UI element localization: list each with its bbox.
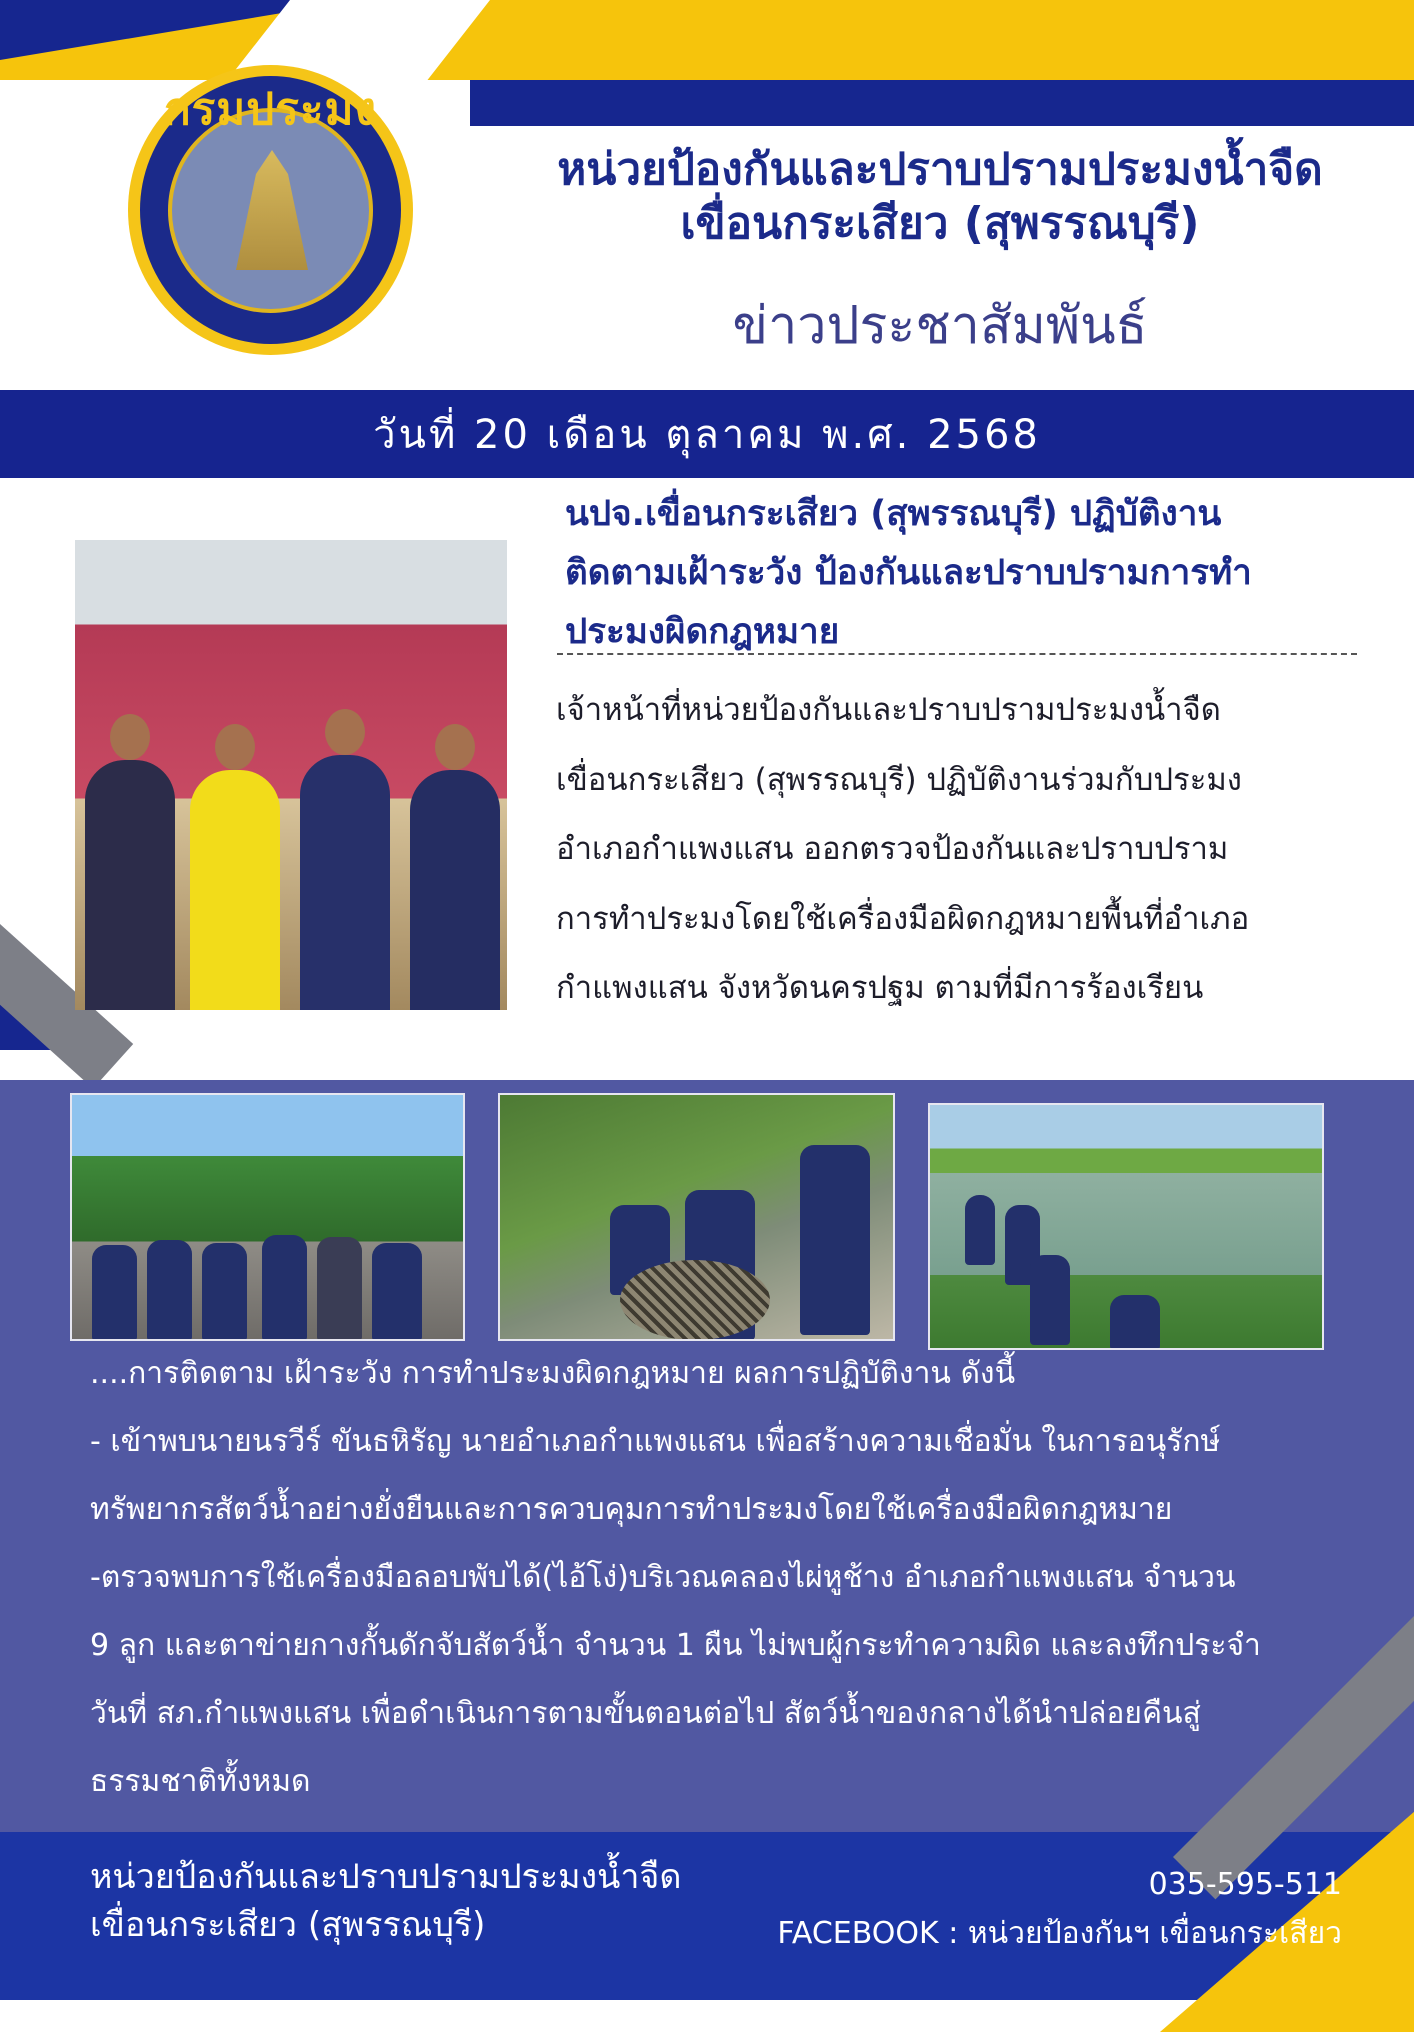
footer-phone: 035-595-511 [1148, 1867, 1342, 1902]
article-title-line: ประมงผิดกฎหมาย [565, 612, 840, 652]
results-line: ธรรมชาติทั้งหมด [90, 1764, 311, 1799]
org-title-line2: เขื่อนกระเสียว (สุพรรณบุรี) [680, 198, 1200, 249]
results-line: 9 ลูก และตาข่ายกางกั้นดักจับสัตว์น้ำ จำนวน 1 ผืน ไม่พบผู้กระทำความผิด และลงทึกประจำ [90, 1628, 1261, 1663]
results-text [90, 1340, 1340, 1816]
article-body-line: อำเภอกำแพงแสน ออกตรวจป้องกันและปราบปราม [556, 831, 1229, 867]
footer-org-line1: หน่วยป้องกันและปราบปรามประมงน้ำจืด [90, 1857, 682, 1897]
photo-fish-trap [620, 1260, 770, 1340]
photo-person-head [325, 709, 365, 755]
header-navy-band [470, 80, 1414, 126]
photo-person [317, 1237, 362, 1341]
news-label: ข่าวประชาสัมพันธ์ [732, 296, 1148, 356]
photo-person-head [110, 714, 150, 760]
photo-person [262, 1235, 307, 1341]
article-title [565, 485, 1355, 662]
photo-person [965, 1195, 995, 1265]
main-photo-officials [75, 540, 507, 1010]
article-body [556, 676, 1356, 1024]
photo-person [800, 1145, 870, 1335]
photo-seizing-traps [498, 1093, 895, 1341]
org-title-line1: หน่วยป้องกันและปราบปรามประมงน้ำจืด [557, 144, 1323, 195]
photo-canal-inspection [928, 1103, 1324, 1350]
photo-person-head [215, 724, 255, 770]
photo-person-head [435, 724, 475, 770]
title-divider [557, 653, 1357, 655]
results-line: ทรัพยากรสัตว์น้ำอย่างยั่งยืนและการควบคุมการทำประมงโดยใช้เครื่องมือผิดกฎหมาย [90, 1492, 1173, 1527]
footer-org-name [90, 1853, 681, 1949]
photo-person [372, 1243, 422, 1341]
article-body-line: กำแพงแสน จังหวัดนครปฐม ตามที่มีการร้องเรียน [556, 970, 1204, 1006]
article-title-line: นปจ.เขื่อนกระเสียว (สุพรรณบุรี) ปฏิบัติงาน [565, 494, 1222, 534]
article-title-line: ติดตามเฝ้าระวัง ป้องกันและปราบปรามการทำ [565, 553, 1252, 593]
photo-person [85, 760, 175, 1010]
results-line: วันที่ สภ.กำแพงแสน เพื่อดำเนินการตามขั้นตอนต่อไป สัตว์น้ำของกลางได้นำปล่อยคืนสู่ [90, 1696, 1201, 1731]
article-body-line: เขื่อนกระเสียว (สุพรรณบุรี) ปฏิบัติงานร่วมกับประมง [556, 761, 1242, 798]
footer-facebook: FACEBOOK : หน่วยป้องกันฯ เขื่อนกระเสียว [777, 1916, 1342, 1951]
photo-person [92, 1245, 137, 1341]
photo-team-outdoor [70, 1093, 465, 1341]
date-bar: วันที่ 20 เดือน ตุลาคม พ.ศ. 2568 [0, 390, 1414, 478]
photo-person [147, 1240, 192, 1341]
photo-person [202, 1243, 247, 1341]
photo-person [410, 770, 500, 1010]
article-body-line: เจ้าหน้าที่หน่วยป้องกันและปราบปรามประมงน้ำจืด [556, 692, 1221, 728]
seal-text: กรมประมง [164, 84, 377, 135]
photo-person [190, 770, 280, 1010]
results-line: -ตรวจพบการใช้เครื่องมือลอบพับได้(ไอ้โง่)บริเวณคลองไผ่หูช้าง อำเภอกำแพงแสน จำนวน [90, 1560, 1236, 1595]
article-body-line: การทำประมงโดยใช้เครื่องมือผิดกฎหมายพื้นที่อำเภอ [556, 900, 1250, 937]
results-line: ....การติดตาม เฝ้าระวัง การทำประมงผิดกฎหมาย ผลการปฏิบัติงาน ดังนี้ [90, 1356, 1016, 1391]
photo-person [300, 755, 390, 1010]
results-line: - เข้าพบนายนรวีร์ ขันธหิรัญ นายอำเภอกำแพงแสน เพื่อสร้างความเชื่อมั่น ในการอนุรักษ์ [90, 1424, 1221, 1459]
photo-person [1030, 1255, 1070, 1345]
footer-org-line2: เขื่อนกระเสียว (สุพรรณบุรี) [90, 1905, 486, 1945]
